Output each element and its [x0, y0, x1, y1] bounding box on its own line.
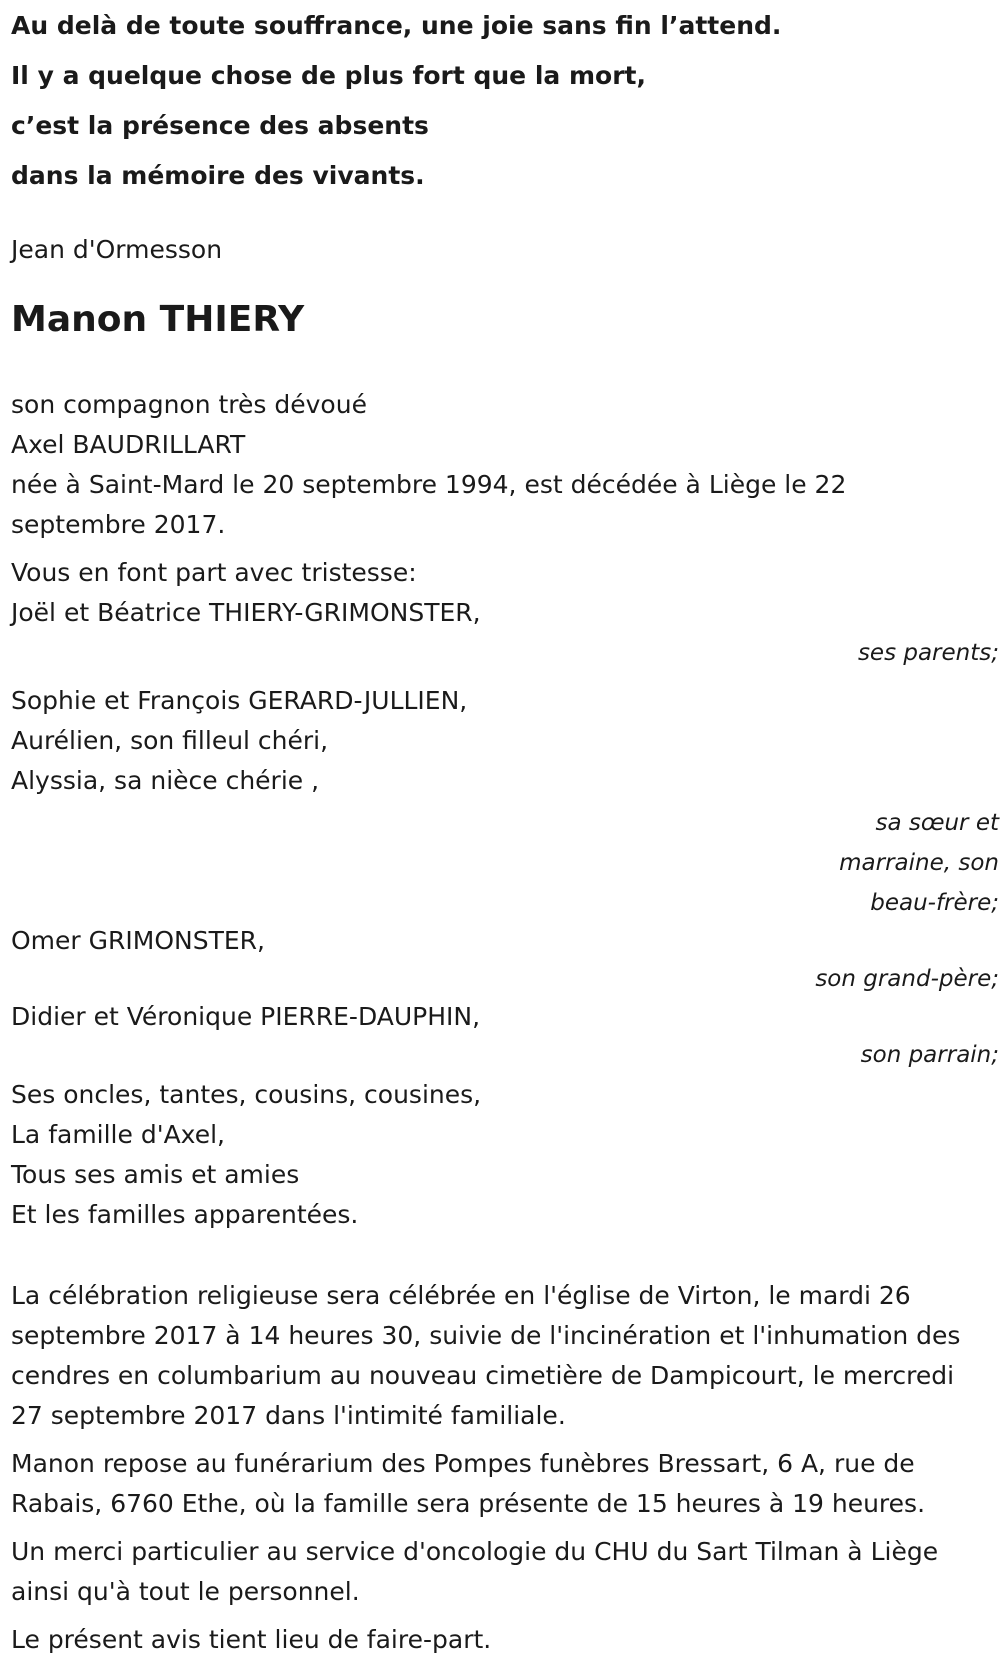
- list-item: Et les familles apparentées.: [11, 1200, 359, 1229]
- quote-line: Au delà de toute souffrance, une joie sans fin l’attend.: [11, 11, 782, 40]
- list-item: Tous ses amis et amies: [11, 1160, 300, 1189]
- obituary-page: [11, 0, 999, 1660]
- family-name: Didier et Véronique PIERRE-DAUPHIN,: [11, 1002, 481, 1031]
- deceased-name: Manon THIERY: [11, 299, 305, 340]
- relation-label: ses parents;: [857, 640, 999, 666]
- relation-label: son grand-père;: [815, 966, 999, 992]
- thanks-text: Un merci particulier au service d'oncologie du CHU du Sart Tilman à Liège ainsi qu'à tout le personnel.: [11, 1537, 939, 1606]
- announcement-intro: Vous en font part avec tristesse:: [11, 558, 417, 587]
- birth-death-text: née à Saint-Mard le 20 septembre 1994, est décédée à Liège le 22 septembre 2017.: [11, 470, 847, 539]
- quote-line: c’est la présence des absents: [11, 111, 429, 140]
- family-group-sister: [11, 681, 999, 923]
- relation-line: marraine, son: [839, 850, 999, 876]
- relation-label: son parrain;: [860, 1042, 999, 1068]
- relation-line: sa sœur et: [875, 810, 999, 836]
- family-group-grandfather: [11, 921, 999, 999]
- other-family-list: [11, 1075, 993, 1235]
- celebration-text: La célébration religieuse sera célébrée en l'église de Virton, le mardi 26 septembre 2017 à 14 heures 30, suivie de l'incinération et l'inhumation des cendres en columbarium au nouveau cimetière de Dampicourt, le mercredi 27 septembre 2017 dans l'intimité familiale.: [11, 1281, 961, 1430]
- list-item: Ses oncles, tantes, cousins, cousines,: [11, 1080, 482, 1109]
- funeral-home-text: Manon repose au funérarium des Pompes funèbres Bressart, 6 A, rue de Rabais, 6760 Ethe, où la famille sera présente de 15 heures à 19 heures.: [11, 1449, 926, 1518]
- family-group-parents: [11, 593, 999, 673]
- quote-line: dans la mémoire des vivants.: [11, 161, 425, 190]
- quote-line: Il y a quelque chose de plus fort que la mort,: [11, 61, 646, 90]
- family-name: Aurélien, son filleul chéri,: [11, 726, 329, 755]
- quote-author: Jean d'Ormesson: [11, 235, 223, 264]
- closing-text: Le présent avis tient lieu de faire-part.: [11, 1625, 492, 1654]
- companion-name: Axel BAUDRILLART: [11, 430, 246, 459]
- family-group-godfather: [11, 997, 999, 1075]
- family-name: Joël et Béatrice THIERY-GRIMONSTER,: [11, 598, 481, 627]
- quote-block: [11, 1, 993, 201]
- list-item: La famille d'Axel,: [11, 1120, 225, 1149]
- family-name: Alyssia, sa nièce chérie ,: [11, 766, 320, 795]
- relation-line: beau-frère;: [870, 890, 999, 916]
- companion-label: son compagnon très dévoué: [11, 390, 367, 419]
- family-name: Sophie et François GERARD-JULLIEN,: [11, 686, 468, 715]
- relation-label: [11, 803, 999, 923]
- family-name: Omer GRIMONSTER,: [11, 926, 265, 955]
